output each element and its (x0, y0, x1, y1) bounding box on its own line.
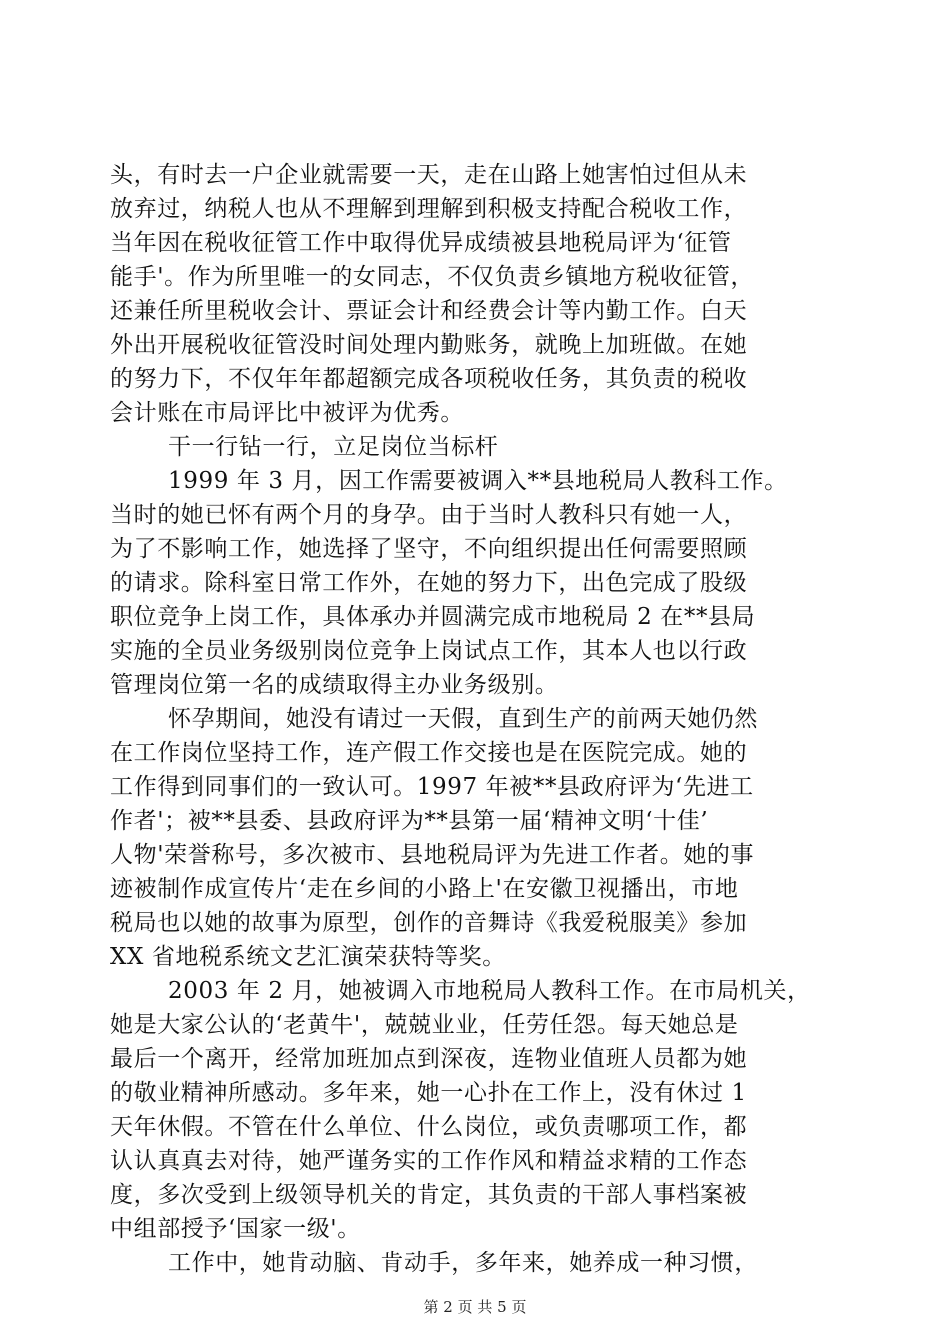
text-line: 能手'。作为所里唯一的女同志，不仅负责乡镇地方税收征管， (110, 264, 755, 290)
paragraph-first-line: 1999 年 3 月，因工作需要被调入**县地税局人教科工作。 (168, 468, 788, 494)
text-line: 她是大家公认的‘老黄牛'，兢兢业业，任劳任怨。每天她总是 (110, 1012, 739, 1038)
text-line: 实施的全员业务级别岗位竞争上岗试点工作，其本人也以行政 (110, 638, 748, 664)
text-line: 会计账在市局评比中被评为优秀。 (110, 400, 464, 426)
section-heading: 干一行钻一行，立足岗位当标杆 (168, 434, 499, 460)
text-line: XX 省地税系统文艺汇演荣获特等奖。 (110, 944, 506, 970)
text-line: 为了不影响工作，她选择了坚守，不向组织提出任何需要照顾 (110, 536, 748, 562)
text-line: 中组部授予‘国家一级'。 (110, 1216, 361, 1242)
text-line: 认认真真去对待，她严谨务实的工作作风和精益求精的工作态 (110, 1148, 748, 1174)
text-line: 放弃过，纳税人也从不理解到理解到积极支持配合税收工作， (110, 196, 748, 222)
text-line: 作者'；被**县委、县政府评为**县第一届‘精神文明‘十佳’ (110, 808, 709, 834)
text-line: 的努力下，不仅年年都超额完成各项税收任务，其负责的税收 (110, 366, 748, 392)
text-line: 外出开展税收征管没时间处理内勤账务，就晚上加班做。在她 (110, 332, 748, 358)
page-number: 第 2 页 共 5 页 (423, 1298, 527, 1316)
document-body (110, 158, 850, 1280)
text-line: 在工作岗位坚持工作，连产假工作交接也是在医院完成。她的 (110, 740, 748, 766)
text-line: 人物'荣誉称号，多次被市、县地税局评为先进工作者。她的事 (110, 842, 755, 868)
text-line: 职位竞争上岗工作，具体承办并圆满完成市地税局 2 在**县局 (110, 604, 756, 630)
text-line: 工作得到同事们的一致认可。1997 年被**县政府评为‘先进工 (110, 774, 754, 800)
text-line: 当时的她已怀有两个月的身孕。由于当时人教科只有她一人， (110, 502, 748, 528)
text-line: 税局也以她的故事为原型，创作的音舞诗《我爱税服美》参加 (110, 910, 748, 936)
text-line: 还兼任所里税收会计、票证会计和经费会计等内勤工作。白天 (110, 298, 748, 324)
paragraph-first-line: 怀孕期间，她没有请过一天假，直到生产的前两天她仍然 (168, 706, 758, 732)
text-line: 的敬业精神所感动。多年来，她一心扑在工作上，没有休过 1 (110, 1080, 747, 1106)
paragraph-first-line: 工作中，她肯动脑、肯动手，多年来，她养成一种习惯， (168, 1250, 758, 1276)
text-line: 迹被制作成宣传片‘走在乡间的小路上'在安徽卫视播出，市地 (110, 876, 739, 902)
text-line: 度，多次受到上级领导机关的肯定，其负责的干部人事档案被 (110, 1182, 748, 1208)
text-line: 最后一个离开，经常加班加点到深夜，连物业值班人员都为她 (110, 1046, 748, 1072)
text-line: 管理岗位第一名的成绩取得主办业务级别。 (110, 672, 559, 698)
text-line: 头，有时去一户企业就需要一天，走在山路上她害怕过但从未 (110, 162, 748, 188)
text-line: 天年休假。不管在什么单位、什么岗位，或负责哪项工作，都 (110, 1114, 748, 1140)
text-line: 当年因在税收征管工作中取得优异成绩被县地税局评为‘征管 (110, 230, 732, 256)
page-footer (0, 1296, 950, 1317)
text-line: 的请求。除科室日常工作外，在她的努力下，出色完成了股级 (110, 570, 748, 596)
paragraph-first-line: 2003 年 2 月，她被调入市地税局人教科工作。在市局机关， (168, 978, 811, 1004)
